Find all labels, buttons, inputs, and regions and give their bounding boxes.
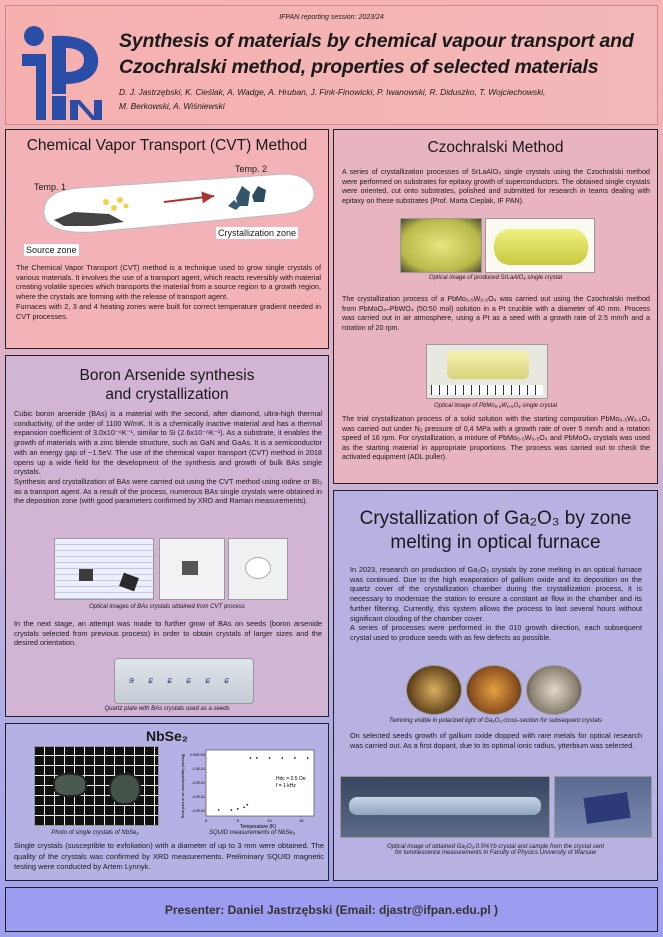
source-zone-label: Source zone xyxy=(26,245,77,255)
ga2o3-sample xyxy=(583,792,630,824)
authors-line-1: D. J. Jastrzębski, K. Cieślak, A. Wadge, A. Hruban, J. Fink-Finowicki, P. Iwanowski, R. Diduszko, T. Wojciechowski, xyxy=(119,87,546,97)
ga2o3-sample-photo xyxy=(554,776,652,838)
ga2o3-caption-2 xyxy=(334,844,657,856)
squid-legend-1: Hdc = 0.5 Oe xyxy=(276,776,306,782)
squid-data-point xyxy=(294,757,296,759)
czochralski-text-3: The trial crystallization process of a solid solution with the starting composition PbMo₀.₅W₀.₅O₄ was carried out under N₂ pressure of 0,4 MPa with a growth rate of over 5 mm/h and a rotation speed of 16 rpm. For crystallization, a mixture of PbMo₀.₅W₀.₅O₄ and PbMoO₄ crystals was used as the starting material in appropriate proportions. The process was carried out to check the activated equipment (ADL puller). xyxy=(342,415,650,462)
bas-photo-grown xyxy=(228,538,288,600)
bas-panel xyxy=(5,355,329,717)
bas-title-line-2: and crystallization xyxy=(105,386,229,403)
ga2o3-paragraph-2: A series of processes were performed in the 010 growth direction, each subsequent crystal used to produce seeds with as few defects as possible. xyxy=(350,623,642,642)
cvt-tube-diagram xyxy=(14,162,324,254)
squid-y-label: Real part of ac susceptibility (emu/g) xyxy=(180,753,185,819)
squid-x-tick-label: 15 xyxy=(299,818,304,823)
cvt-paragraph-2: Furnaces with 2, 3 and 4 heating zones were built for correct temperature gradient needed in CVT processes. xyxy=(16,301,321,321)
title-line-1: Synthesis of materials by chemical vapour transport and xyxy=(119,30,634,52)
presenter-footer xyxy=(5,887,658,932)
ga2o3-caption-2-line-1: Optical image of obtained Ga₂O₃:0.5%Yb crystal and sample from the crystal sent xyxy=(386,844,605,850)
poster-header xyxy=(5,5,658,125)
squid-y-tick-label: -1.0E-01 xyxy=(191,767,205,771)
bas-title xyxy=(6,366,328,404)
ga2o3-caption-2-line-2: for luminescence measurements in Faculty of Physics University of Warsaw xyxy=(395,850,596,856)
squid-y-tick-label: -3.0E-01 xyxy=(191,795,205,799)
czochralski-caption-1: Optical image of produced SrLaAlO₄ single crystal xyxy=(428,275,563,281)
squid-y-tick-label: 0.00E+00 xyxy=(189,753,205,757)
nbse2-crystal-1 xyxy=(53,773,87,797)
czochralski-panel xyxy=(333,129,658,484)
squid-y-tick-label: -4.0E-01 xyxy=(191,809,205,813)
squid-x-tick-label: 0 xyxy=(204,818,208,823)
bas-photo-grid xyxy=(54,538,154,600)
bas-crystal-3 xyxy=(182,561,198,575)
ga2o3-caption-1: Twinning visible in polarized light of Ga₂O₃ cross-section for subsequent crystals xyxy=(389,718,602,724)
nbse2-panel xyxy=(5,723,329,881)
ga2o3-crystal-photo xyxy=(340,776,550,838)
cvt-title: Chemical Vapor Transport (CVT) Method xyxy=(26,137,308,154)
srlaalo4-photo-1 xyxy=(400,218,482,273)
nbse2-text: Single crystals (susceptible to exfoliation) with a diameter of up to 3 mm were obtained. The quality of the crystals was confirmed by XRD measurements. Preliminary SQUID magnetic testing were conducted by Artem Lynnyk. xyxy=(14,841,324,871)
bas-text-1 xyxy=(14,409,322,506)
pbmow-ruler xyxy=(431,385,543,395)
cvt-paragraph-1: The Chemical Vapor Transport (CVT) method is a technique used to grow single crystals of various materials. It involves the use of a transport agent, which reacts reversibly with material creating volatile species which transports the material from a source region to a growth region, where the crystals are forming with the release of transport agent. xyxy=(16,263,321,302)
nbse2-title: NbSe₂ xyxy=(145,728,188,744)
ga2o3-title-line-1: Crystallization of Ga₂O₃ by zone xyxy=(359,508,632,529)
ga2o3-title xyxy=(334,507,657,555)
bas-title-line-1: Boron Arsenide synthesis xyxy=(79,367,255,384)
bas-caption-2: Quartz plate with BAs crystals used as a seeds xyxy=(104,706,230,712)
authors-line-2: M. Berkowski, A. Wiśniewski xyxy=(119,100,225,111)
nbse2-caption-2: SQUID measurements of NbSe₂ xyxy=(209,830,295,836)
squid-legend-2: f = 1 kHz xyxy=(276,783,296,789)
squid-y-ticks xyxy=(190,753,205,813)
ga2o3-title-line-2: melting in optical furnace xyxy=(390,532,601,553)
presenter-text: Presenter: Daniel Jastrzębski (Email: djastr@ifpan.edu.pl ) xyxy=(164,902,499,917)
quartz-plate-photo xyxy=(114,658,254,704)
bas-photo-seed xyxy=(159,538,225,600)
squid-data-point xyxy=(250,757,252,759)
nbse2-crystal-photo xyxy=(34,746,159,826)
nbse2-crystal-2 xyxy=(109,773,141,805)
ga2o3-text-1 xyxy=(350,565,642,643)
squid-x-label: Temperature (K) xyxy=(239,824,277,830)
squid-data-point xyxy=(237,808,239,810)
twinning-photo-2 xyxy=(466,665,522,715)
seed-marks: ɘ ɕ ɕ ɕ ɕ ɕ xyxy=(129,675,236,685)
session-label: IFPAN reporting session: 2023/24 xyxy=(279,14,384,21)
czochralski-title: Czochralski Method xyxy=(427,139,564,156)
czochralski-text-2: The crystallization process of a PbMo₀.₅W₀.₅O₄ was carried out using the Czochralski method from PbMoO₄–PbWO₄ (50:50 mol) solution in a Pt crucible with a diameter of 40 mm. Process was carried out in air atmosphere, using a Pt as a seed with a growth rate of 2.5 mm/h and a rotation of 20 rpm. xyxy=(342,295,650,332)
bas-crystal-4 xyxy=(245,557,271,579)
czochralski-text-1: A series of crystallization processes of SrLaAlO₄ single crystals using the Czochralski method were performed on substrates for epitaxy growth of superconductors. The obtained single crystals were oriented, cut onto substrates, polished and submitted for research in teams dealing with epitaxy on these substrates (Prof. Marta Cieplak, IF PAN). xyxy=(342,168,650,205)
temp-1-label: Temp. 1 xyxy=(34,182,67,192)
bas-crystal-1 xyxy=(79,569,93,581)
twinning-photo-1 xyxy=(406,665,462,715)
ga2o3-panel xyxy=(333,490,658,881)
squid-y-tick-label: -2.0E-01 xyxy=(191,781,205,785)
squid-data-point xyxy=(307,757,309,759)
cvt-panel xyxy=(5,129,329,349)
ifpan-logo xyxy=(18,24,106,122)
ga2o3-crystal-rod xyxy=(349,797,541,815)
crystallization-zone-label: Crystallization zone xyxy=(218,228,297,238)
nbse2-caption-1: Photo of single crystals of NbSe₂ xyxy=(51,830,139,836)
bas-paragraph-2: Synthesis and crystallization of BAs were carried out using the CVT method using iodine or BI₃ as a transport agent. As a result of the process, numerous BAs single crystals were obtained in the deposition zone (with good parameters confirmed by XRD and Raman measurements). xyxy=(14,476,322,506)
bas-caption-1: Optical images of BAs crystals obtained from CVT process xyxy=(89,604,245,610)
title-line-2: Czochralski method, properties of selected materials xyxy=(119,56,599,78)
bas-crystal-2 xyxy=(119,573,139,592)
squid-x-tick-label: 10 xyxy=(267,818,272,823)
twinning-photo-3 xyxy=(526,665,582,715)
bas-text-3: In the next stage, an attempt was made to further grow of BAs on seeds (boron arsenide crystals selected from previous process) in order to obtain crystals of larger sizes and the desired orientation. xyxy=(14,619,322,648)
srlaalo4-photo-2 xyxy=(485,218,595,273)
squid-data-point xyxy=(269,757,271,759)
squid-data-point xyxy=(281,757,283,759)
poster-title xyxy=(119,28,639,80)
squid-data-point xyxy=(218,809,220,811)
cvt-text xyxy=(16,263,321,321)
bas-paragraph-1: Cubic boron arsenide (BAs) is a material with the second, after diamond, ultra-high thermal conductivity, of the order of 1100 W/mK. It is a chemically inactive material and has a thermal expansion coefficient of 3.0x10⁻⁶K⁻¹, similar to Si (2.6x10⁻⁶K⁻¹). As a substrate, it enables the growth of materials with a zinc blende structure, such as GaN and GaAs. It is a semiconductor with an energy gap of ~1.5eV. The use of the chemical vapor transport (CVT) method in 2018 opens up a wide field for the development of the synthesis and growth of bulk BAs single crystals. xyxy=(14,409,322,477)
squid-data-point xyxy=(243,807,245,809)
pbmow-crystal xyxy=(447,351,529,379)
temp-2-label: Temp. 2 xyxy=(235,164,268,174)
pbmow-photo xyxy=(426,344,548,399)
czochralski-caption-2: Optical image of PbMo₀.₅W₀.₅O₄ single crystal xyxy=(434,403,557,409)
squid-x-tick-label: 5 xyxy=(236,818,239,823)
squid-chart xyxy=(178,746,318,830)
ga2o3-paragraph-1: In 2023, research on production of Ga₂O₃ crystals by zone melting in an optical furnace was continued. Due to the high evaporation of gallium oxide and its deposition on the quartz cover of the crystallization chamber during the crystallization process, it is necessary to modernize the station to ensure a constant air flow in the chamber and its further filtering. Currently, this system allows the process to last several hours without significant clouding of the chamber cover. xyxy=(350,565,642,623)
squid-data-point xyxy=(231,809,233,811)
squid-x-ticks xyxy=(205,818,304,823)
srlaalo4-crystal xyxy=(494,229,588,265)
authors xyxy=(119,86,649,113)
squid-data-point xyxy=(246,804,248,806)
ga2o3-text-3: On selected seeds growth of gallium oxide dopped with rare metals for optical research was carried out. As a first dopant, due to its optimal ionic radius, ytterbium was selected. xyxy=(350,731,642,750)
squid-data-point xyxy=(256,757,258,759)
